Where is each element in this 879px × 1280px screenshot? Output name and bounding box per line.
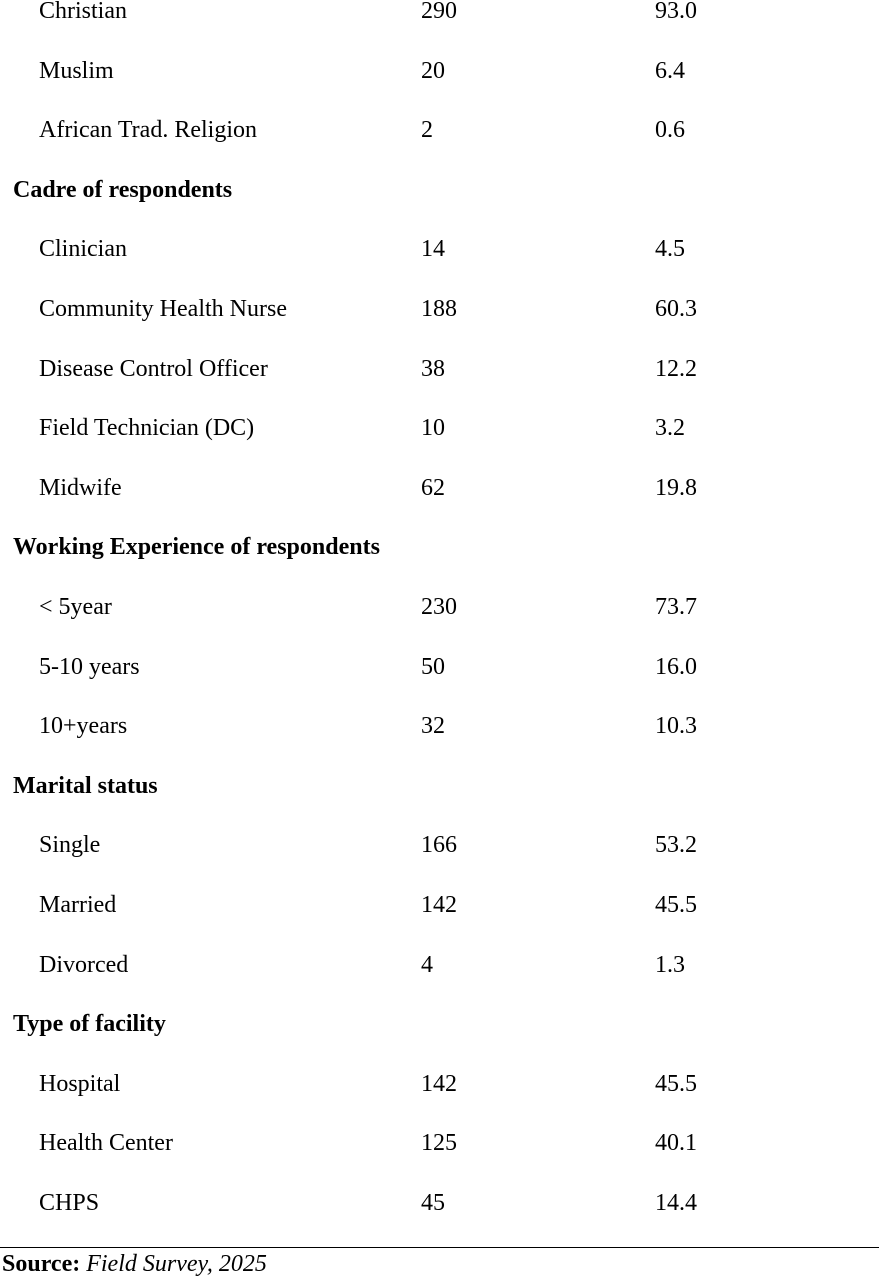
percent-cell: 73.7 [655, 593, 697, 620]
frequency-cell: 50 [421, 653, 445, 680]
frequency-cell: 290 [421, 0, 457, 24]
row-label: Married [39, 891, 117, 918]
source-text: Field Survey, 2025 [86, 1251, 267, 1277]
percent-cell: 60.3 [655, 295, 697, 322]
frequency-cell: 166 [421, 832, 457, 859]
section-header-row [0, 518, 879, 578]
section-header-row [0, 995, 879, 1055]
table-source-note [2, 1250, 267, 1278]
percent-cell: 45.5 [655, 1070, 697, 1097]
table-row [0, 1055, 879, 1115]
table-row [0, 101, 879, 161]
table-row [0, 578, 879, 638]
frequency-cell: 125 [421, 1130, 457, 1157]
percent-cell: 40.1 [655, 1130, 697, 1157]
row-label: 10+years [39, 713, 128, 740]
row-label: Single [39, 832, 101, 859]
percent-cell: 10.3 [655, 713, 697, 740]
frequency-cell: 62 [421, 474, 445, 501]
table-bottom-rule [0, 1247, 879, 1248]
section-title: Type of facility [13, 1011, 166, 1038]
table-row [0, 876, 879, 936]
percent-cell: 53.2 [655, 832, 697, 859]
percent-cell: 3.2 [655, 415, 685, 442]
row-label: Midwife [39, 474, 122, 501]
table-row [0, 936, 879, 996]
row-label: Health Center [39, 1130, 173, 1157]
table-row [0, 220, 879, 280]
percent-cell: 19.8 [655, 474, 697, 501]
table-row [0, 816, 879, 876]
frequency-cell: 188 [421, 295, 457, 322]
percent-cell: 12.2 [655, 355, 697, 382]
table-row [0, 459, 879, 519]
table-row [0, 1174, 879, 1234]
frequency-cell: 230 [421, 593, 457, 620]
frequency-cell: 20 [421, 57, 445, 84]
row-label: < 5year [39, 593, 112, 620]
table-row [0, 42, 879, 102]
row-label: Muslim [39, 57, 114, 84]
row-label: 5-10 years [39, 653, 140, 680]
percent-cell: 16.0 [655, 653, 697, 680]
row-label: Field Technician (DC) [39, 415, 255, 442]
percent-cell: 1.3 [655, 951, 685, 978]
table-row [0, 697, 879, 757]
row-label: Christian [39, 0, 127, 24]
percent-cell: 45.5 [655, 891, 697, 918]
section-title: Cadre of respondents [13, 176, 233, 203]
percent-cell: 93.0 [655, 0, 697, 24]
frequency-cell: 142 [421, 891, 457, 918]
row-label: Hospital [39, 1070, 121, 1097]
section-title: Marital status [13, 772, 158, 799]
frequency-cell: 4 [421, 951, 433, 978]
row-label: Community Health Nurse [39, 295, 287, 322]
table-row [0, 340, 879, 400]
frequency-cell: 32 [421, 713, 445, 740]
frequency-cell: 2 [421, 117, 433, 144]
table-row [0, 280, 879, 340]
frequency-cell: 45 [421, 1189, 445, 1216]
row-label: CHPS [39, 1189, 100, 1216]
source-label: Source: [2, 1251, 81, 1277]
table-row [0, 1114, 879, 1174]
frequency-cell: 142 [421, 1070, 457, 1097]
percent-cell: 14.4 [655, 1189, 697, 1216]
row-label: Divorced [39, 951, 129, 978]
section-header-row [0, 757, 879, 817]
frequency-cell: 14 [421, 236, 445, 263]
frequency-cell: 10 [421, 415, 445, 442]
table-row [0, 0, 879, 42]
section-header-row [0, 161, 879, 221]
percent-cell: 4.5 [655, 236, 685, 263]
frequency-cell: 38 [421, 355, 445, 382]
section-title: Working Experience of respondents [13, 534, 380, 561]
row-label: Clinician [39, 236, 127, 263]
table-row [0, 638, 879, 698]
percent-cell: 0.6 [655, 117, 685, 144]
percent-cell: 6.4 [655, 57, 685, 84]
row-label: African Trad. Religion [39, 117, 257, 144]
row-label: Disease Control Officer [39, 355, 268, 382]
table-row [0, 399, 879, 459]
